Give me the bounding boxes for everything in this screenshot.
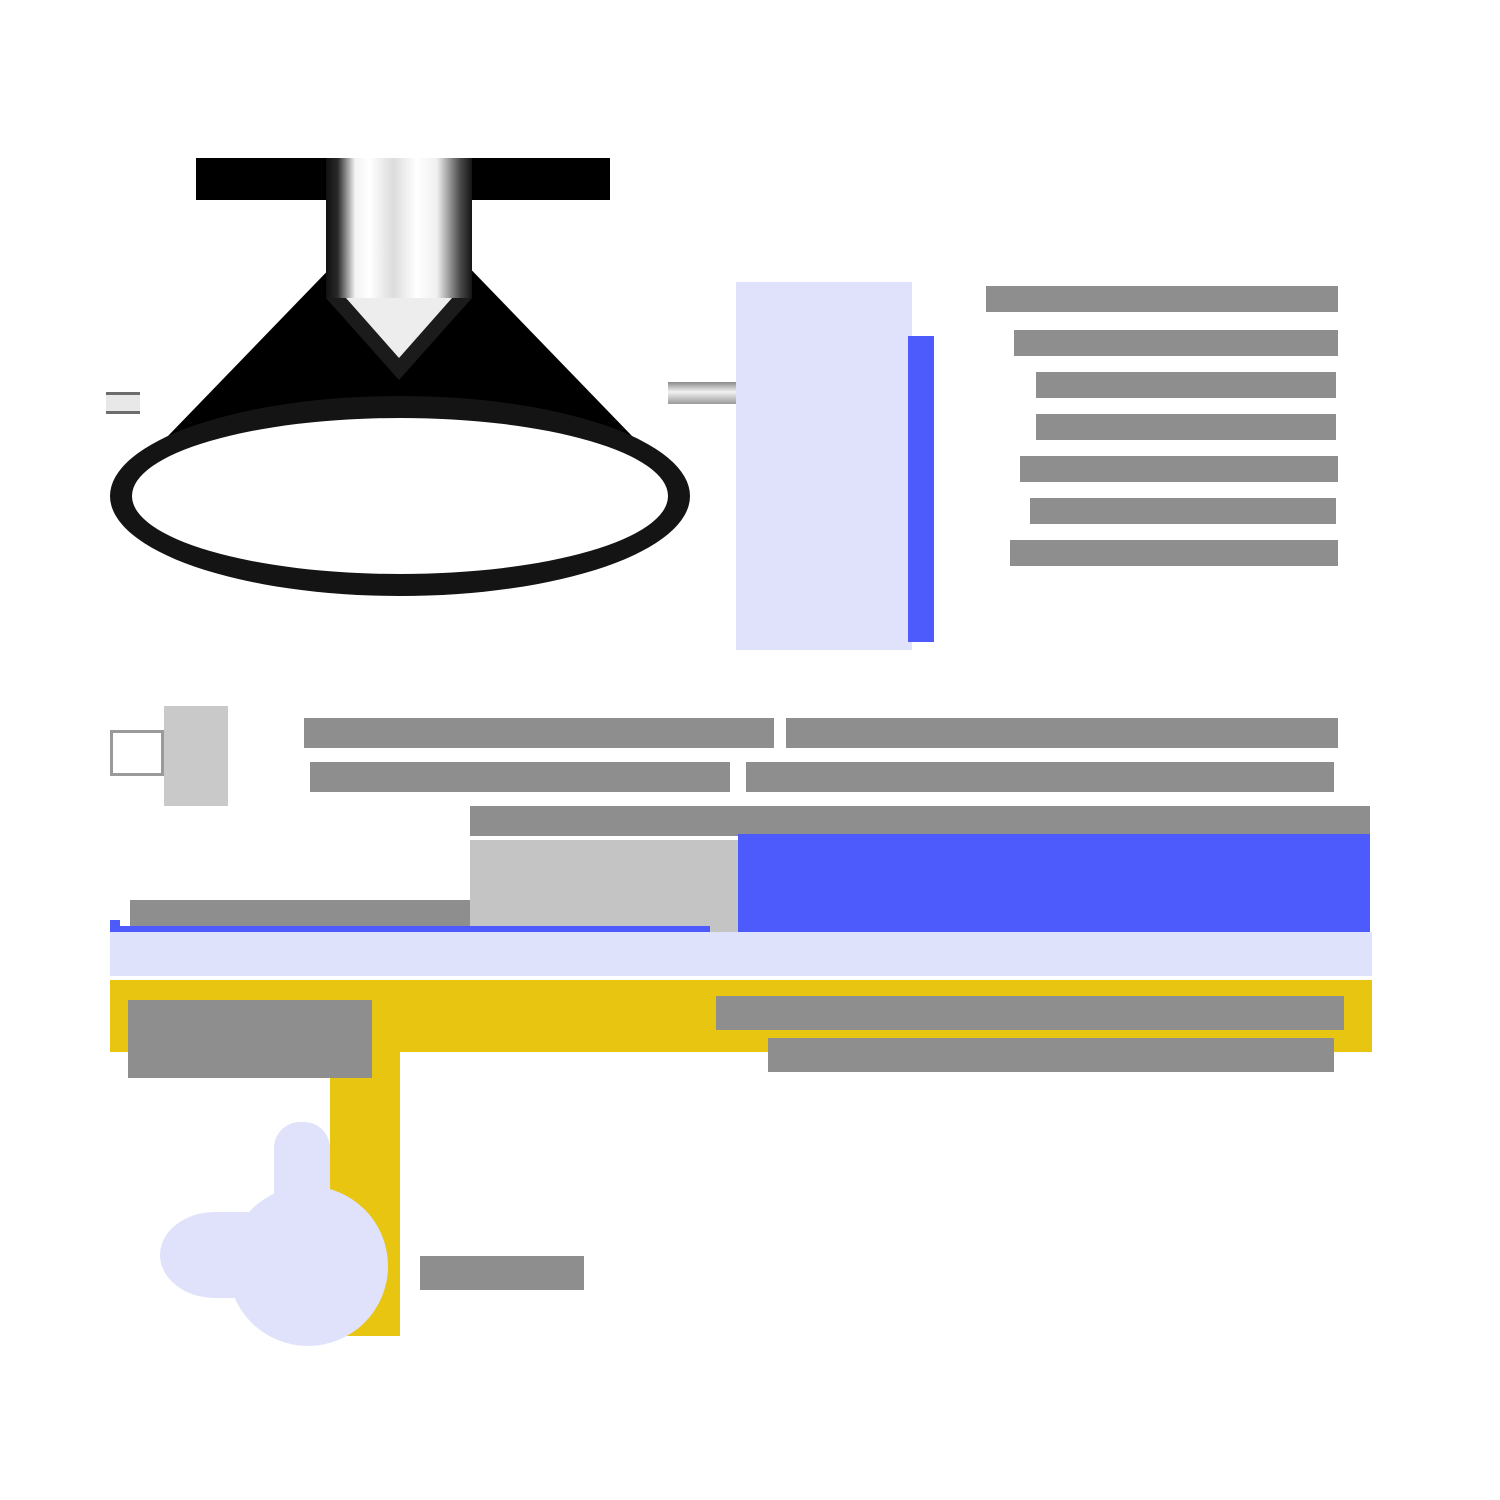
text-row [304,718,774,748]
nozzle-body-icon [326,158,472,298]
middle-lavender-strip [110,932,1372,976]
text-row [310,762,730,792]
dish-icon [110,396,690,596]
nozzle-flange-left-icon [196,158,326,200]
dish-stem-right-icon [668,382,744,404]
text-row [128,1000,372,1078]
text-row [470,806,1370,836]
text-row [746,762,1334,792]
indigo-bar [908,336,934,642]
middle-indigo-block [738,834,1370,932]
text-row [1010,540,1338,566]
text-row [1014,330,1338,356]
flask-bulb-icon [228,1186,388,1346]
text-row [1036,414,1336,440]
lavender-bar [736,282,912,650]
text-row [768,1038,1334,1072]
text-row [786,718,1338,748]
text-row [716,996,1344,1030]
nozzle-tip-inner-icon [346,298,452,358]
middle-grey-block [470,840,738,932]
middle-label-box [110,730,164,776]
nozzle-flange-right-icon [472,158,610,200]
flask-caption [420,1256,584,1290]
text-row [1036,372,1336,398]
text-row [986,286,1338,312]
dish-stem-left-icon [106,392,140,414]
text-row [1030,498,1336,524]
text-row [1020,456,1338,482]
middle-chip [164,706,228,806]
